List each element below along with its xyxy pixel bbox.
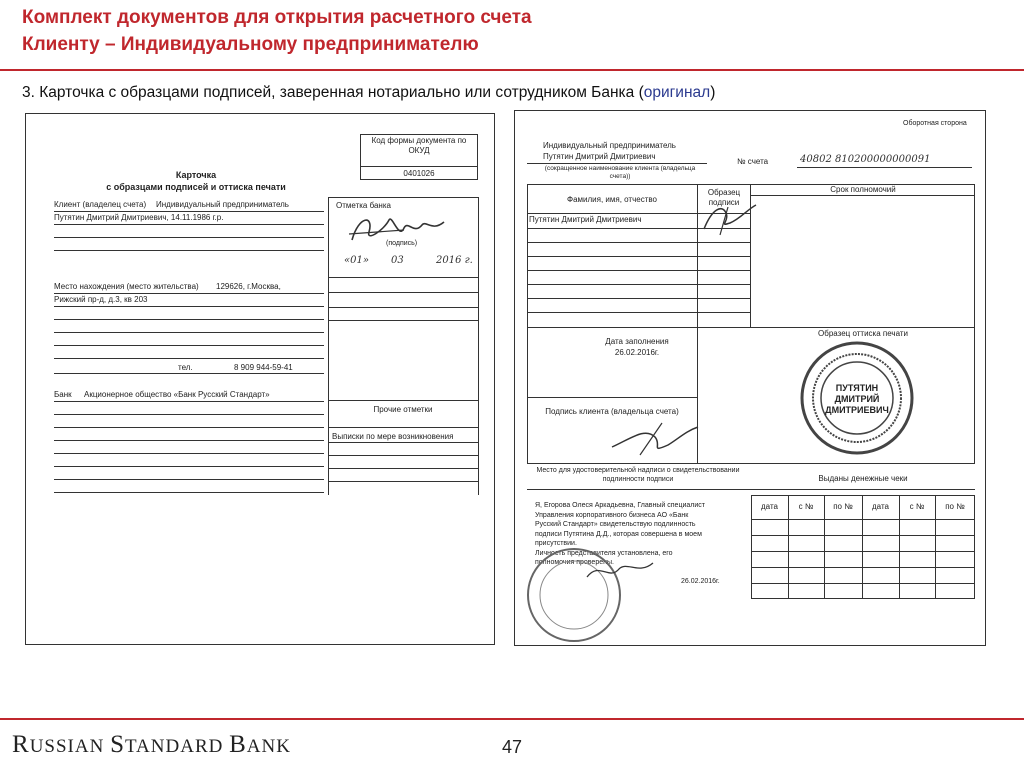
client-signature-label: Подпись клиента (владельца счета) [545,407,679,416]
line [328,307,478,308]
certification-line: присутствии. [535,540,577,547]
line [751,567,975,568]
stamp-text-3: ДМИТРИЕВИЧ [825,405,889,415]
certification-line: Личность представителя установлена, его [535,549,673,557]
fio-header: Фамилия, имя, отчество [567,195,657,204]
slide-title [22,4,532,58]
checks-col-2: с № [798,502,814,511]
brand-logo [12,731,291,759]
line [751,195,975,196]
certifier-signature-image [585,555,655,585]
certification-place-label: Место для удостоверительной надписи о свидетельствовании подлинности подписи [536,467,740,483]
line [328,197,478,198]
date-year: 2016 г. [436,255,473,266]
certification-line: Управления корпоративного бизнеса АО «Банк [535,511,689,519]
entrepreneur-name: Путятин Дмитрий Дмитриевич [543,152,656,161]
checks-col-1: дата [761,502,778,511]
issued-checks-label: Выданы денежные чеки [818,474,908,483]
fill-date-label: Дата заполнения [605,337,669,346]
title-line-2: Клиенту – Индивидуальному предпринимателю [22,34,479,55]
line [527,298,751,299]
line [54,224,324,225]
line [527,256,751,257]
line [527,284,751,285]
line [328,427,478,428]
okud-code: 0401026 [403,169,435,178]
subtitle [22,84,715,102]
statements-label: Выписки по мере возникновения [332,432,454,441]
line [54,358,324,359]
signature-card-back [514,110,986,646]
certification-line: Русский Стандарт» свидетельствую подлинность [535,521,696,528]
reverse-side-label: Оборотная сторона [903,120,967,127]
line [54,332,324,333]
line [328,442,478,443]
line [751,583,975,584]
brand-letter: B [229,731,247,758]
line [527,228,751,229]
line [478,400,479,495]
address-value: 129626, г.Москва, [216,282,281,291]
line [54,250,324,251]
line [527,312,751,313]
subtitle-original: оригинал [643,84,711,101]
person-signature-image [700,199,760,239]
line [54,306,324,307]
address-label: Место нахождения (место жительства) [54,282,199,291]
line [751,551,975,552]
entrepreneur-label: Индивидуальный предприниматель [543,141,676,150]
brand-part: USSIAN [29,736,111,757]
line [54,373,324,374]
brand-part: ANK [246,736,291,757]
line [328,400,478,401]
line [54,492,324,493]
okud-divider [360,166,478,167]
line [751,519,975,520]
line [797,167,972,168]
checks-col-5: с № [909,502,925,511]
line [328,320,478,321]
checks-col-3: по № [833,502,853,511]
address-value-2: Рижский пр-д, д.3, кв 203 [54,295,148,304]
line [328,455,478,456]
short-name-caption: (сокращенное наименование клиента (владельца счета)) [544,165,696,180]
bank-label: Банк [54,390,72,399]
line [54,345,324,346]
account-value: 40802 810200000000091 [800,154,931,165]
page-number: 47 [502,737,523,757]
line [54,319,324,320]
fill-date-value: 26.02.2016г. [614,348,660,357]
certification-line: полномочия проверены. [535,559,614,566]
okud-label: Код формы документа по ОКУД [371,136,467,155]
footer-rule [0,718,1024,720]
stamp-text-2: ДМИТРИЙ [834,394,880,404]
sample-header: Образец подписи [707,188,741,207]
line [527,397,697,398]
signature-card-front [25,113,495,645]
account-label: № счета [737,157,769,166]
tel-value: 8 909 944-59-41 [234,363,293,372]
line [54,414,324,415]
brand-letter: S [110,731,125,758]
date-month: 03 [391,255,404,266]
line [54,466,324,467]
bank-mark-label: Отметка банка [336,201,391,210]
date-day: «01» [344,255,369,266]
line [527,463,975,464]
other-marks: Прочие отметки [373,405,433,414]
signature-caption: (подпись) [386,240,418,247]
checks-col-6: по № [945,502,965,511]
line [54,440,324,441]
certification-date: 26.02.2016г. [681,578,720,585]
header-rule [0,69,1024,71]
card-title: Карточка [175,170,217,180]
line [328,481,478,482]
line [328,292,478,293]
subtitle-close: ) [710,84,716,101]
client-signature-image [610,417,700,457]
tel-label: тел. [178,363,193,372]
line [54,453,324,454]
certification-line: Я, Егорова Олеся Аркадьевна, Главный специалист [535,502,705,509]
line [527,242,751,243]
line [54,401,324,402]
line [527,327,975,328]
stamp-header: Образец оттиска печати [818,329,908,338]
line [527,270,751,271]
line [328,277,478,278]
term-header: Срок полномочий [830,185,896,194]
line [54,211,324,212]
title-line-1: Комплект документов для открытия расчетного счета [22,7,532,28]
card-title-2: с образцами подписей и оттиска печати [106,182,286,192]
line [527,489,975,490]
person-name: Путятин Дмитрий Дмитриевич [529,215,642,224]
certification-line: подписи Путятина Д.Д., которая совершена в моем [535,530,702,538]
line [54,479,324,480]
line [751,535,975,536]
client-name: Путятин Дмитрий Дмитриевич, 14.11.1986 г.р. [54,213,224,222]
checks-col-4: дата [872,502,889,511]
subtitle-main: 3. Карточка с образцами подписей, заверенная нотариально или сотрудником Банка ( [22,84,644,101]
line [527,163,707,164]
line [54,237,324,238]
client-value: Индивидуальный предприниматель [156,200,289,209]
line [328,468,478,469]
stamp-text-1: ПУТЯТИН [835,383,879,393]
line [54,293,324,294]
bank-value: Акционерное общество «Банк Русский Стандарт» [84,390,270,399]
brand-part: TANDARD [124,736,230,757]
client-label: Клиент (владелец счета) [54,200,147,209]
line [54,427,324,428]
line [328,400,329,495]
brand-letter: R [12,731,30,758]
